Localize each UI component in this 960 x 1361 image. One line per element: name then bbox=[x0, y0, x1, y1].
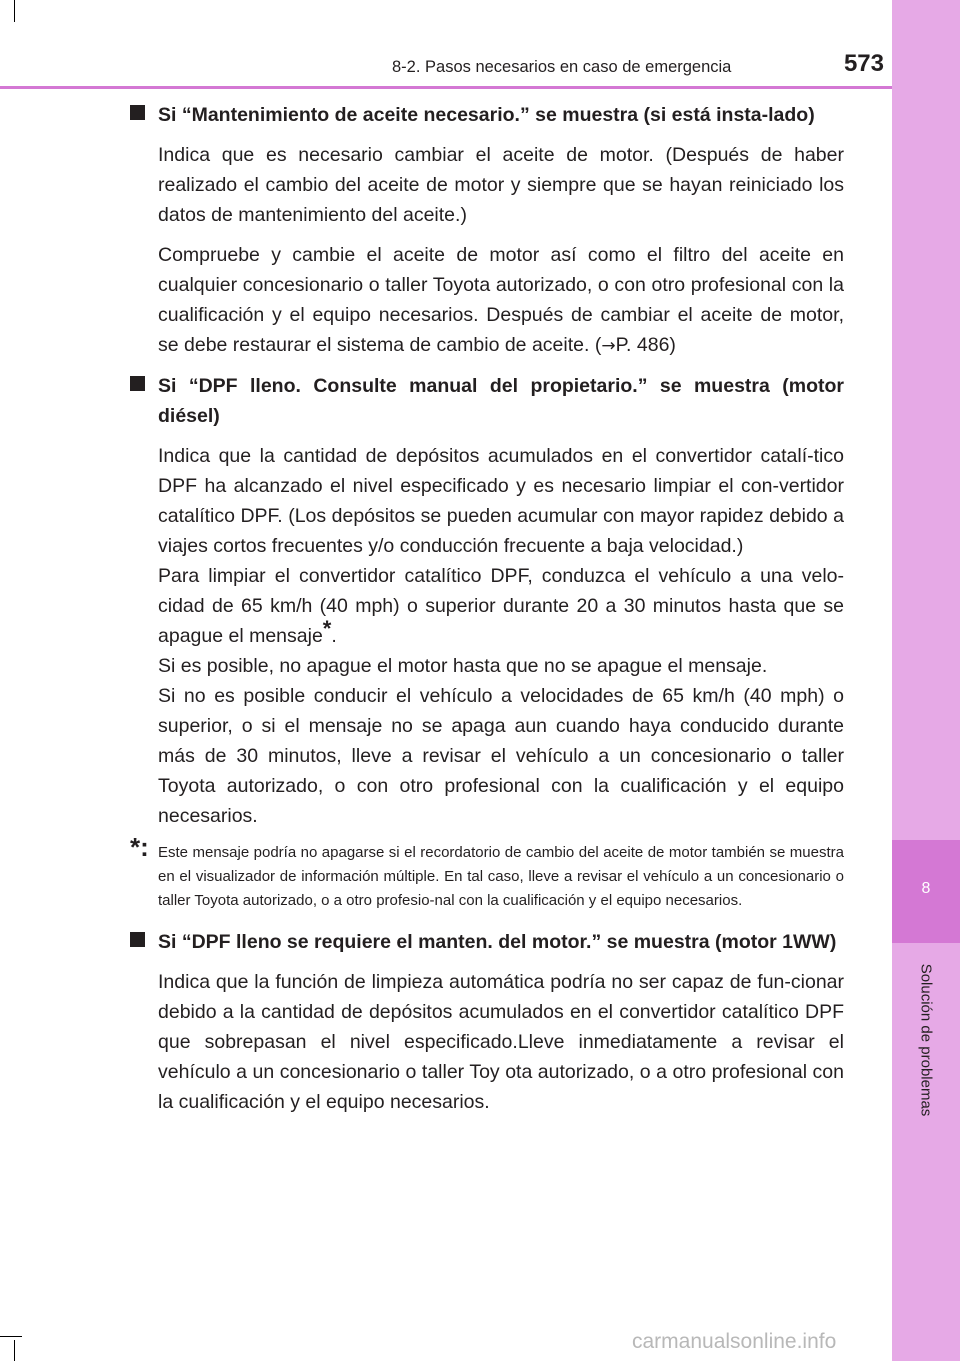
footnote-mark: *: bbox=[130, 832, 149, 862]
page-body bbox=[130, 100, 844, 1127]
section-heading bbox=[130, 100, 844, 130]
section-heading-text: Si “DPF lleno se requiere el manten. del motor.” se muestra (motor 1WW) bbox=[158, 931, 837, 953]
paragraph: Indica que la cantidad de depósitos acumulados en el convertidor catalí-tico DPF ha alcanzado el nivel especificado y es necesario limpiar el con-vertidor catalítico DPF. (Los depósitos se pueden acumular con mayor rapidez debido a viajes cortos frecuentes y/o conducción frecuente a baja velocidad.) bbox=[158, 445, 844, 557]
chapter-sidebar bbox=[892, 0, 960, 1361]
paragraph-text: Compruebe y cambie el aceite de motor así como el filtro del aceite en cualquier concesionario o taller Toyota autorizado, o con otro profesional con la cualificación y el equipo necesarios. Después de cambiar el aceite de motor, se debe restaurar el sistema de cambio de aceite. ( bbox=[158, 244, 844, 356]
section-heading-text: Si “DPF lleno. Consulte manual del propietario.” se muestra (motor diésel) bbox=[158, 375, 844, 427]
square-bullet-icon bbox=[130, 376, 145, 391]
paragraph: Si no es posible conducir el vehículo a velocidades de 65 km/h (40 mph) o superior, o si el mensaje no se apaga aun cuando haya conducido durante más de 30 minutos, lleve a revisar el vehículo a un concesionario o taller Toyota autorizado, o con otro profesional con la cualificación y el equipo necesarios. bbox=[158, 685, 844, 827]
chapter-number: 8 bbox=[921, 880, 931, 897]
page-reference[interactable]: P. 486) bbox=[615, 334, 676, 356]
arrow-icon: → bbox=[601, 336, 616, 356]
footnote bbox=[130, 832, 844, 913]
page-number: 573 bbox=[843, 50, 884, 77]
paragraph bbox=[130, 240, 844, 361]
paragraph: Indica que la función de limpieza automática podría no ser capaz de fun-cionar debido a la cantidad de depósitos acumulados en el convertidor catalítico DPF que sobrepasan el nivel especificado.Lleve inmediatamente a revisar el vehículo a un concesionario o taller Toy ota autorizado, o a otro profesional con la cualificación y el equipo necesarios. bbox=[158, 971, 844, 1113]
section-heading-text: Si “Mantenimiento de aceite necesario.” se muestra (si está insta-lado) bbox=[158, 104, 815, 126]
paragraph-end: . bbox=[331, 625, 337, 647]
square-bullet-icon bbox=[130, 105, 145, 120]
section-heading bbox=[130, 927, 844, 957]
chapter-title: Solución de problemas bbox=[917, 963, 935, 1117]
paragraph bbox=[130, 561, 844, 651]
paragraph: Indica que es necesario cambiar el aceite de motor. (Después de haber realizado el cambio del aceite de motor y siempre que se hayan reiniciado los datos de mantenimiento del aceite.) bbox=[158, 144, 844, 226]
square-bullet-icon bbox=[130, 932, 145, 947]
crop-mark bbox=[14, 1340, 15, 1361]
footnote-reference: * bbox=[322, 616, 332, 641]
paragraph: Si es posible, no apague el motor hasta que no se apague el mensaje. bbox=[158, 655, 768, 677]
section-title: 8-2. Pasos necesarios en caso de emergencia bbox=[392, 58, 732, 76]
footnote-text: Este mensaje podría no apagarse si el recordatorio de cambio del aceite de motor también se muestra en el visualizador de información múltiple. En tal caso, lleve a revisar el vehículo a un concesionario o taller Toyota autorizado, o a otro profesio-nal con la cualificación y el equipo necesarios. bbox=[158, 844, 844, 909]
paragraph-text: Para limpiar el convertidor catalítico DPF, conduzca el vehículo a una velo-cidad de 65 km/h (40 mph) o superior durante 20 a 30 minutos hasta que se apague el mensaje bbox=[158, 565, 844, 647]
header-rule bbox=[0, 86, 892, 89]
section-heading bbox=[130, 371, 844, 431]
watermark: carmanualsonline.info bbox=[632, 1330, 837, 1353]
crop-mark bbox=[0, 1336, 22, 1337]
crop-mark bbox=[14, 0, 15, 22]
